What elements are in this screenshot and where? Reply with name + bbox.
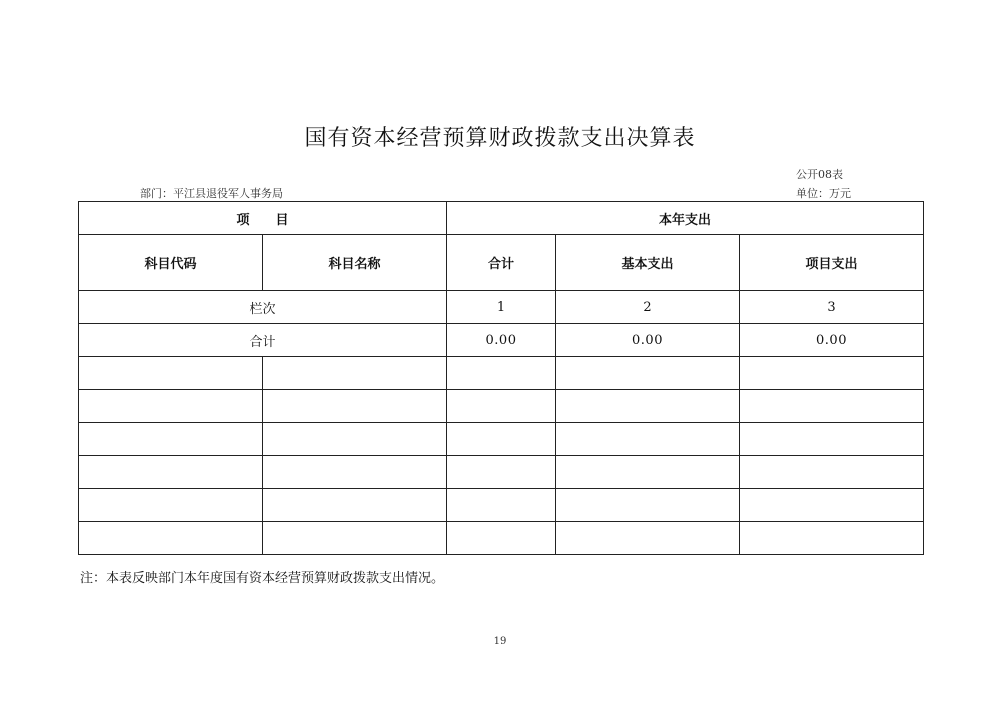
table-cell [740, 390, 924, 423]
table-row [79, 357, 924, 390]
col-basic-expenditure: 基本支出 [556, 235, 740, 291]
index-cell: 2 [556, 291, 740, 324]
total-value: 0.00 [556, 324, 740, 357]
table-row [79, 423, 924, 456]
index-cell: 3 [740, 291, 924, 324]
table-cell [79, 390, 263, 423]
table-cell [263, 390, 447, 423]
total-value: 0.00 [447, 324, 556, 357]
index-cell: 1 [447, 291, 556, 324]
table-row [79, 522, 924, 555]
col-subject-code: 科目代码 [79, 235, 263, 291]
col-subject-name: 科目名称 [263, 235, 447, 291]
table-cell [447, 489, 556, 522]
index-row [79, 291, 924, 324]
total-value: 0.00 [740, 324, 924, 357]
table-cell [447, 423, 556, 456]
table-cell [556, 390, 740, 423]
table-header-row [79, 202, 924, 235]
col-total: 合计 [447, 235, 556, 291]
table-cell [79, 423, 263, 456]
table-cell [263, 456, 447, 489]
table-cell [447, 522, 556, 555]
table-cell [79, 522, 263, 555]
index-label: 栏次 [79, 291, 447, 324]
table-cell [79, 456, 263, 489]
table-cell [556, 357, 740, 390]
table-cell [79, 357, 263, 390]
department-label: 部门：平江县退役军人事务局 [140, 187, 283, 200]
table-cell [447, 456, 556, 489]
table-subheader-row [79, 235, 924, 291]
table-row [79, 456, 924, 489]
table-cell [556, 489, 740, 522]
table-row [79, 489, 924, 522]
header-item: 项 目 [79, 202, 447, 235]
table-cell [740, 522, 924, 555]
table-cell [556, 456, 740, 489]
document-title: 国有资本经营预算财政拨款支出决算表 [304, 126, 696, 151]
table-cell [740, 357, 924, 390]
header-current-year: 本年支出 [447, 202, 924, 235]
col-project-expenditure: 项目支出 [740, 235, 924, 291]
table-cell [263, 489, 447, 522]
table-cell [263, 423, 447, 456]
table-cell [263, 522, 447, 555]
table-cell [447, 357, 556, 390]
table-cell [556, 423, 740, 456]
table-cell [740, 489, 924, 522]
total-row [79, 324, 924, 357]
page-number: 19 [493, 636, 507, 647]
table-cell [263, 357, 447, 390]
total-label: 合计 [79, 324, 447, 357]
table-cell [556, 522, 740, 555]
budget-table [78, 201, 924, 555]
unit-label: 单位：万元 [796, 187, 851, 200]
table-cell [447, 390, 556, 423]
table-row [79, 390, 924, 423]
table-cell [79, 489, 263, 522]
table-cell [740, 456, 924, 489]
table-footnote: 注：本表反映部门本年度国有资本经营预算财政拨款支出情况。 [80, 571, 445, 586]
form-number: 公开08表 [796, 168, 843, 181]
table-cell [740, 423, 924, 456]
